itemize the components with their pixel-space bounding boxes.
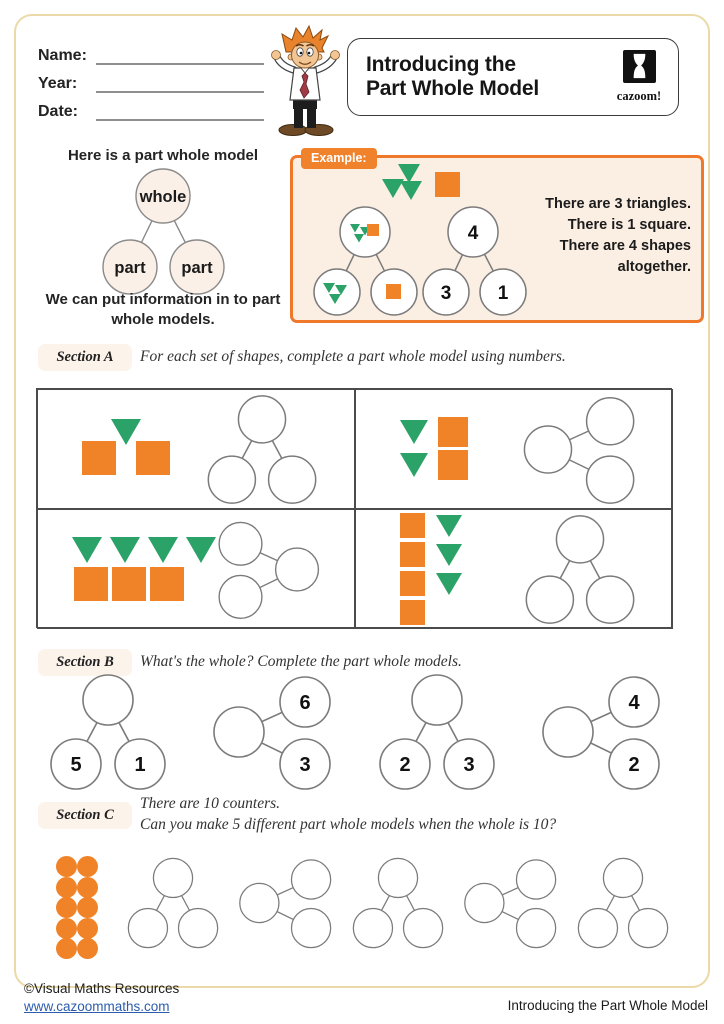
- square-shape: [367, 224, 379, 236]
- section-b-instruction: What's the whole? Complete the part whole models.: [140, 653, 462, 670]
- part-circle[interactable]: [291, 860, 330, 899]
- part-circle: [314, 269, 360, 315]
- part-whole-model: [208, 513, 328, 626]
- counter-dot: [77, 918, 98, 939]
- example-model-shapes: [305, 204, 423, 319]
- name-field-line[interactable]: [96, 46, 264, 65]
- part-label: part: [181, 259, 213, 277]
- counter-dot: [77, 897, 98, 918]
- square-shape: [438, 450, 468, 480]
- part-circle[interactable]: [587, 576, 634, 623]
- section-c-instruction-line2: Can you make 5 different part whole models when the whole is 10?: [140, 816, 557, 833]
- triangle-shape: [400, 420, 428, 444]
- example-caption-line: There are 3 triangles.: [545, 196, 691, 212]
- section-c-instruction: [140, 793, 556, 835]
- whole-circle[interactable]: [239, 883, 278, 922]
- triangle-shape: [436, 544, 462, 566]
- part-whole-model: [231, 856, 341, 950]
- part-circle[interactable]: [219, 575, 262, 618]
- intro-heading: Here is a part whole model: [67, 147, 259, 164]
- part-whole-model: [203, 672, 343, 792]
- square-shape: [112, 567, 146, 601]
- part-whole-model: [343, 856, 453, 950]
- square-shape: [386, 284, 401, 299]
- shape-set: [400, 417, 468, 481]
- square-shape: [74, 567, 108, 601]
- triangle-shape: [148, 537, 178, 563]
- part-circle[interactable]: [128, 908, 167, 947]
- counter-dot: [77, 877, 98, 898]
- part-circle[interactable]: [526, 576, 573, 623]
- section-a-grid: [36, 388, 672, 628]
- cazoom-logo: [610, 50, 668, 104]
- part-circle[interactable]: [628, 908, 667, 947]
- part-circle[interactable]: [219, 522, 262, 565]
- worksheet-title-box: [347, 38, 679, 116]
- example-caption-line: There are 4 shapes: [559, 238, 691, 255]
- triangle-shape: [400, 181, 422, 200]
- part-value: 2: [628, 754, 640, 776]
- triangle-shape: [186, 537, 216, 563]
- square-shape: [150, 567, 184, 601]
- whole-label: whole: [139, 188, 187, 206]
- intro-caption: We can put information in to part whole models.: [45, 291, 281, 328]
- whole-circle[interactable]: [412, 675, 462, 725]
- footer-left: [24, 980, 179, 1016]
- example-caption: [505, 194, 691, 278]
- part-whole-model: [367, 672, 507, 792]
- square-shape: [435, 172, 460, 197]
- part-circle[interactable]: [178, 908, 217, 947]
- square-shape: [400, 513, 425, 538]
- whole-circle[interactable]: [543, 707, 593, 757]
- part-circle[interactable]: [587, 397, 634, 444]
- year-field-label: Year:: [38, 75, 78, 92]
- whole-circle[interactable]: [556, 515, 603, 562]
- footer-copyright: ©Visual Maths Resources: [24, 981, 180, 996]
- section-a-cell-4: [355, 509, 673, 629]
- section-c-models: [118, 856, 678, 950]
- triangle-shape: [400, 453, 428, 477]
- square-shape: [136, 441, 170, 475]
- part-value: 1: [497, 283, 509, 304]
- square-shape: [400, 542, 425, 567]
- triangle-shape: [110, 537, 140, 563]
- part-circle[interactable]: [587, 456, 634, 503]
- part-whole-model: [38, 672, 178, 792]
- square-shape: [400, 600, 425, 625]
- counter-dot: [56, 938, 77, 959]
- section-b-label: Section B: [38, 649, 132, 676]
- whole-value: 4: [467, 223, 479, 244]
- section-a-label: Section A: [38, 344, 132, 371]
- whole-circle[interactable]: [214, 707, 264, 757]
- part-whole-model: [514, 513, 646, 626]
- counter-dot: [56, 918, 77, 939]
- part-circle[interactable]: [578, 908, 617, 947]
- worksheet-title: [366, 53, 610, 102]
- section-c-instruction-line1: There are 10 counters.: [140, 795, 281, 812]
- part-circle[interactable]: [208, 456, 255, 503]
- section-a-instruction: For each set of shapes, complete a part whole model using numbers.: [140, 348, 566, 365]
- date-field-label: Date:: [38, 103, 79, 120]
- section-b-models: [38, 672, 672, 792]
- square-shape: [82, 441, 116, 475]
- whole-circle[interactable]: [153, 858, 192, 897]
- worksheet-title-line2: Part Whole Model: [366, 77, 539, 100]
- counter-dot: [56, 856, 77, 877]
- whole-circle[interactable]: [524, 425, 571, 472]
- whole-circle[interactable]: [238, 395, 285, 442]
- section-a-cell-1: [37, 389, 355, 509]
- counter-dot: [56, 897, 77, 918]
- cazoom-logo-text: cazoom!: [616, 89, 662, 103]
- part-label: part: [114, 259, 146, 277]
- triangle-shape: [72, 537, 102, 563]
- footer-website-link[interactable]: www.cazoommaths.com: [24, 998, 170, 1014]
- part-whole-model: [456, 856, 566, 950]
- whole-circle[interactable]: [603, 858, 642, 897]
- whole-circle[interactable]: [276, 548, 319, 591]
- part-value: 4: [628, 692, 640, 714]
- part-whole-model: [514, 393, 646, 506]
- counter-dot: [77, 938, 98, 959]
- part-circle[interactable]: [269, 456, 316, 503]
- whole-circle[interactable]: [378, 858, 417, 897]
- square-shape: [400, 571, 425, 596]
- shape-set: [82, 419, 170, 479]
- worksheet-title-line1: Introducing the: [366, 52, 516, 76]
- intro-part-whole-model: [78, 166, 248, 296]
- cazoom-goblet-icon: [623, 50, 656, 83]
- section-a-cell-3: [37, 509, 355, 629]
- date-field-line[interactable]: [96, 102, 264, 121]
- triangle-shape: [436, 573, 462, 595]
- part-value: 5: [70, 754, 82, 776]
- example-caption-line: There is 1 square.: [567, 217, 691, 234]
- part-circle[interactable]: [353, 908, 392, 947]
- part-value: 2: [399, 754, 411, 776]
- counter-dot: [56, 877, 77, 898]
- whole-circle[interactable]: [464, 883, 503, 922]
- triangle-shape: [436, 515, 462, 537]
- part-circle[interactable]: [403, 908, 442, 947]
- part-value: 6: [299, 692, 311, 714]
- part-whole-model: [196, 393, 328, 506]
- date-field-row: [38, 102, 264, 121]
- part-value: 3: [440, 283, 452, 304]
- part-whole-model: [118, 856, 228, 950]
- part-circle[interactable]: [516, 860, 555, 899]
- mascot-character-illustration: [264, 24, 348, 138]
- section-a-cell-2: [355, 389, 673, 509]
- part-whole-model: [532, 672, 672, 792]
- counters-group: [56, 856, 98, 959]
- part-circle[interactable]: [291, 908, 330, 947]
- part-value: 1: [134, 754, 146, 776]
- example-box: [290, 151, 704, 323]
- section-c-label: Section C: [38, 802, 132, 829]
- name-field-row: [38, 46, 264, 65]
- year-field-line[interactable]: [96, 74, 264, 93]
- whole-circle[interactable]: [83, 675, 133, 725]
- part-value: 3: [299, 754, 311, 776]
- shape-set: [400, 513, 466, 625]
- part-value: 3: [463, 754, 475, 776]
- part-whole-model: [568, 856, 678, 950]
- footer-worksheet-title: Introducing the Part Whole Model: [507, 998, 708, 1013]
- year-field-row: [38, 74, 264, 93]
- example-tab: Example:: [301, 148, 377, 169]
- shape-set: [72, 537, 208, 601]
- name-field-label: Name:: [38, 47, 87, 64]
- square-shape: [438, 417, 468, 447]
- example-caption-line: altogether.: [617, 259, 691, 276]
- counter-dot: [77, 856, 98, 877]
- part-circle[interactable]: [516, 908, 555, 947]
